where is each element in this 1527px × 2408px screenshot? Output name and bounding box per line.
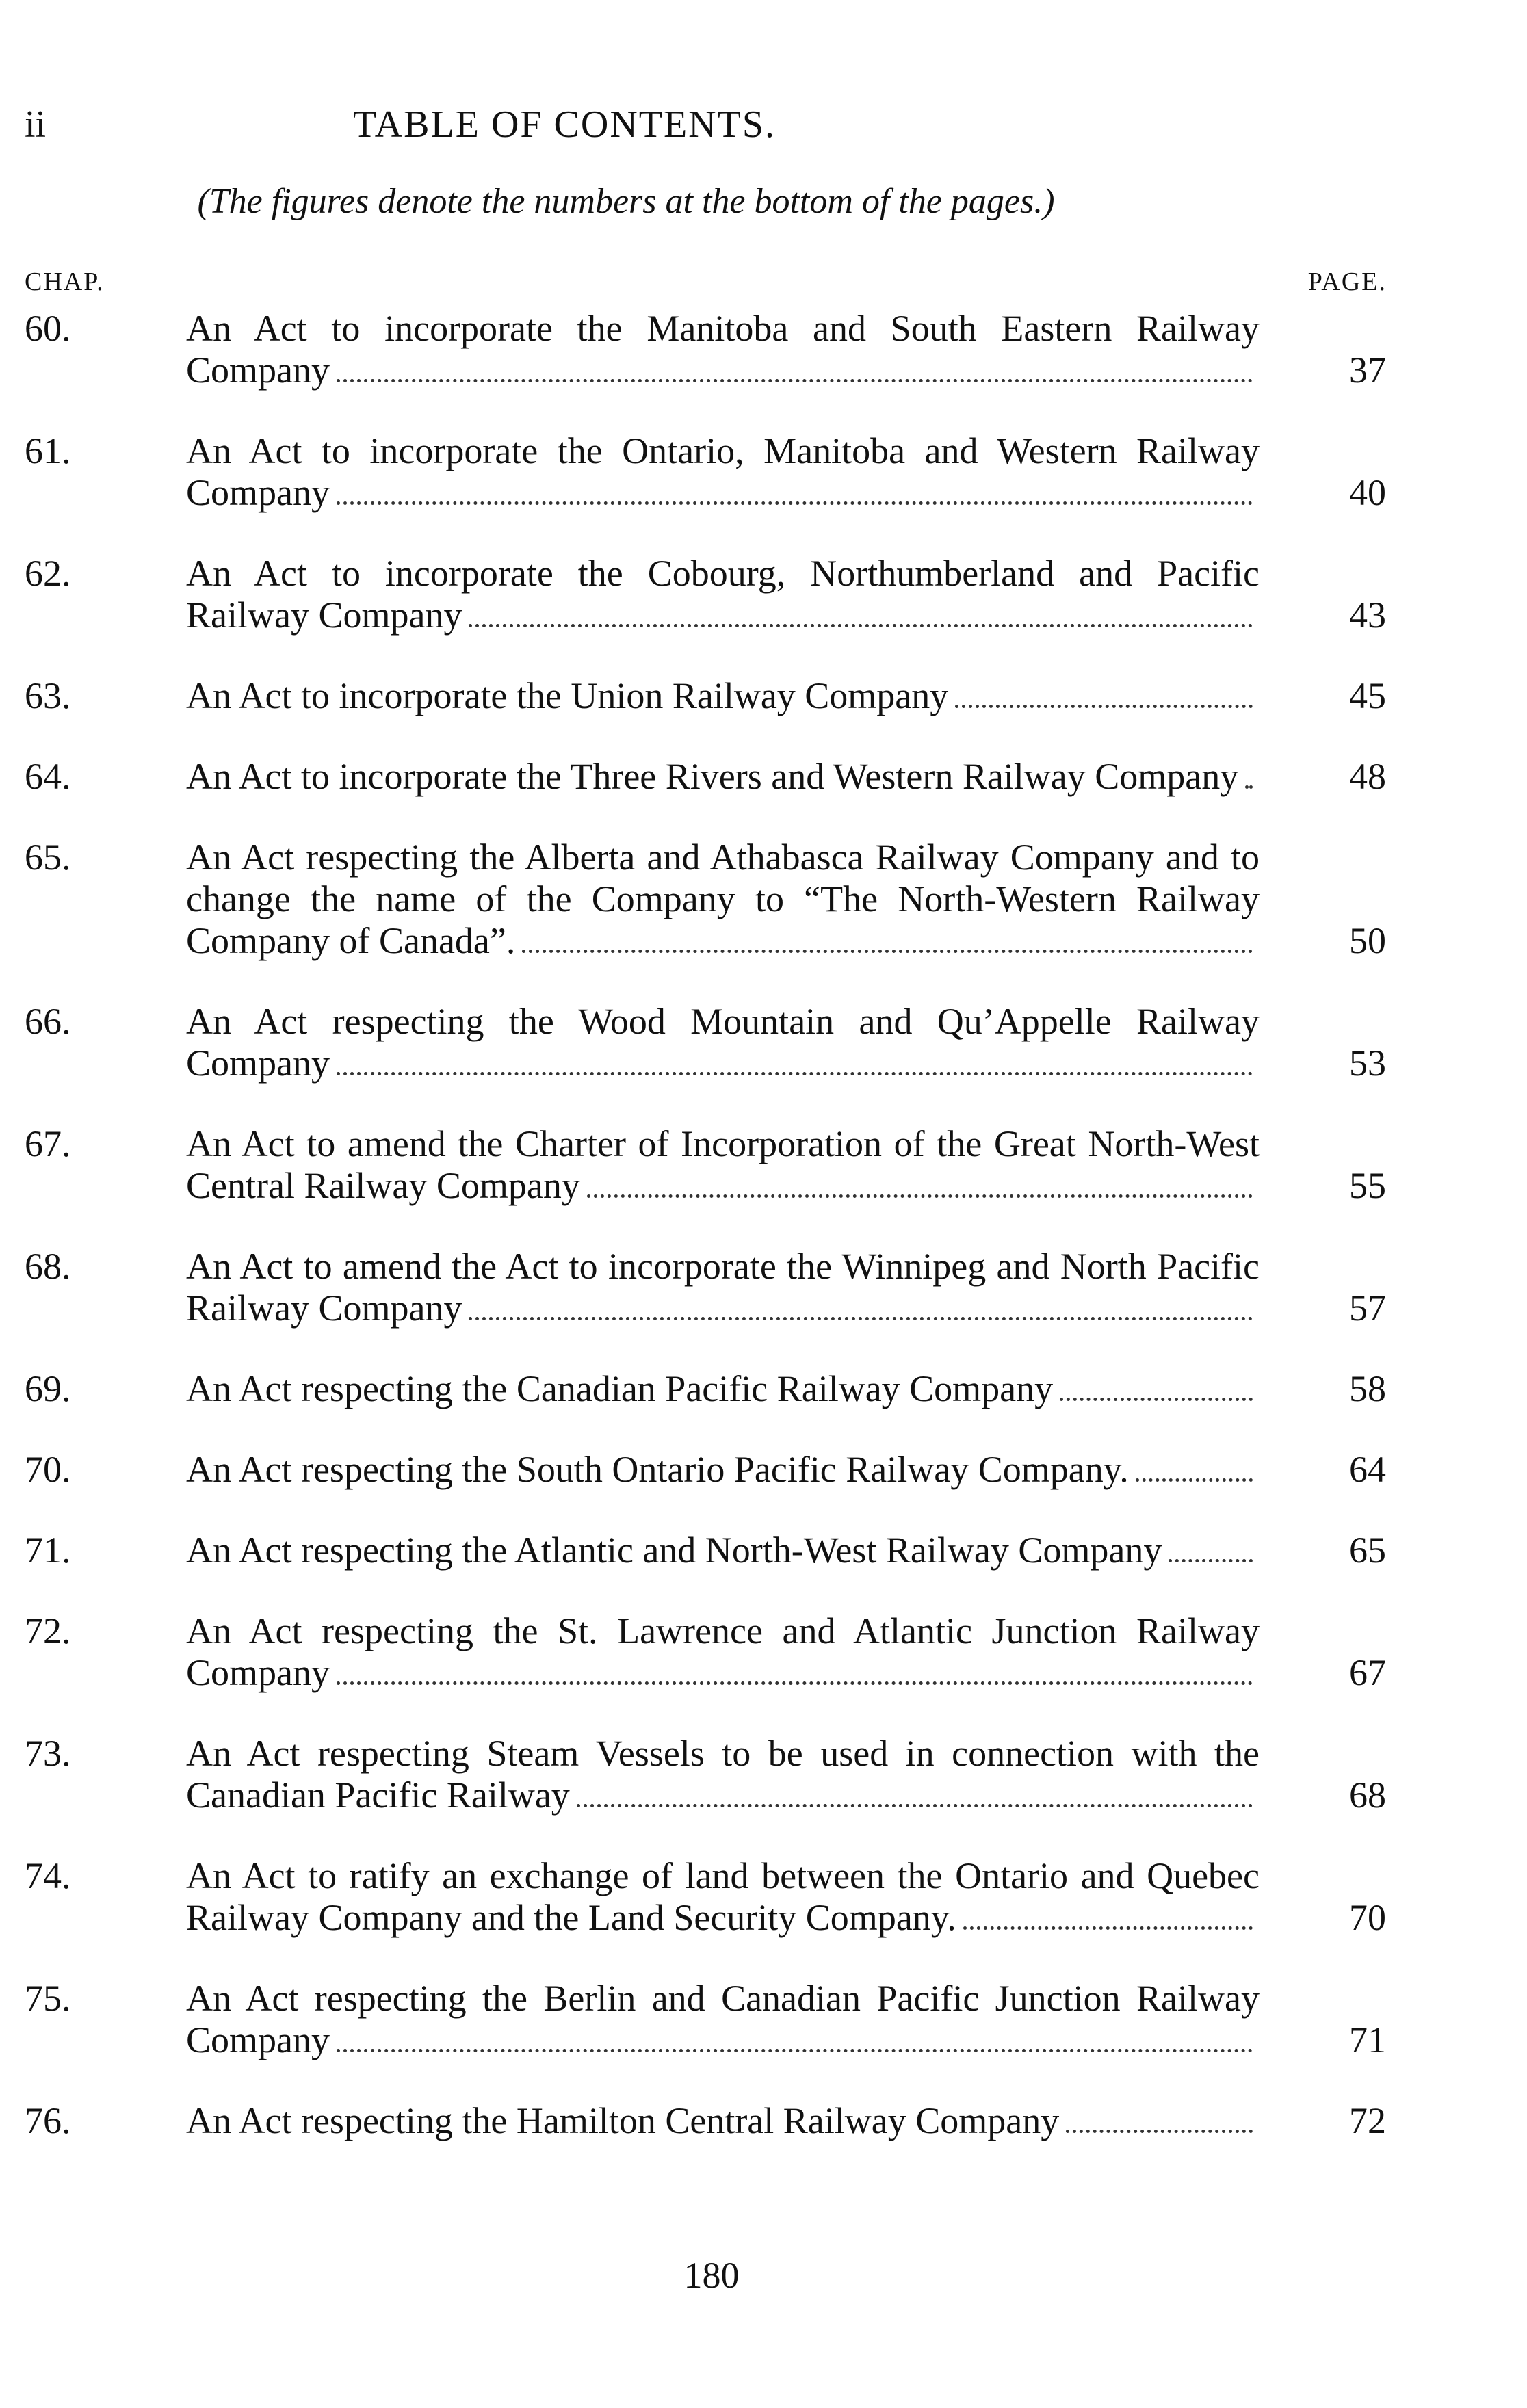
page-number: 43 (1349, 594, 1386, 636)
entry-title-text: An Act to incorporate the Cobourg, Northumberland and Pacific Railway Company (186, 553, 1260, 636)
page-number: 53 (1349, 1043, 1386, 1084)
page-number: 72 (1349, 2100, 1386, 2141)
toc-entry (25, 1978, 1386, 2061)
page-folio: 180 (683, 2255, 740, 2296)
page-number: 50 (1349, 920, 1386, 961)
dot-leader (337, 1072, 1253, 1075)
chapter-number: 61. (25, 430, 71, 471)
dot-leader (1245, 785, 1253, 789)
entry-title-text: An Act to amend the Act to incorporate the Winnipeg and North Pacific Railway Company (186, 1246, 1260, 1329)
dot-leader (1066, 2130, 1253, 2133)
entry-title (186, 675, 1260, 717)
page-number: 65 (1349, 1530, 1386, 1571)
toc-entry (25, 430, 1386, 514)
page-number: 71 (1349, 2019, 1386, 2060)
page-number: 48 (1349, 756, 1386, 797)
chapter-number: 75. (25, 1978, 71, 2019)
entry-title-text: An Act respecting the Hamilton Central Railway Company (186, 2100, 1060, 2141)
dot-leader (1169, 1559, 1253, 1562)
dot-leader (955, 705, 1253, 708)
dot-leader (587, 1194, 1253, 1198)
chapter-number: 70. (25, 1449, 71, 1490)
toc-entry (25, 553, 1386, 636)
entry-title-text: An Act respecting the Alberta and Athabasca Railway Company and to change the name of the Company to “The North-Western Railway Company of Canada”. (186, 837, 1260, 961)
dot-leader (1060, 1398, 1253, 1401)
chapter-number: 64. (25, 756, 71, 797)
page-number: 58 (1349, 1368, 1386, 1409)
page-title: TABLE OF CONTENTS. (353, 103, 776, 146)
entry-title (186, 1530, 1260, 1571)
entry-title (186, 1368, 1260, 1410)
chapter-number: 74. (25, 1855, 71, 1896)
chapter-number: 62. (25, 553, 71, 594)
entry-title (186, 1001, 1260, 1084)
entry-title (186, 837, 1260, 962)
toc-entry (25, 1001, 1386, 1084)
dot-leader (577, 1804, 1253, 1807)
entry-title (186, 1123, 1260, 1207)
chapter-number: 63. (25, 675, 71, 716)
entry-title-text: An Act to incorporate the Union Railway Company (186, 675, 949, 716)
entry-title (186, 2100, 1260, 2142)
entry-title-text: An Act respecting the Berlin and Canadian Pacific Junction Railway Company (186, 1978, 1260, 2060)
toc-entries (25, 308, 1386, 2181)
toc-entry (25, 1855, 1386, 1939)
entry-title-text: An Act respecting the Atlantic and North-West Railway Company (186, 1530, 1162, 1571)
toc-entry (25, 837, 1386, 962)
dot-leader (469, 624, 1253, 627)
chapter-number: 65. (25, 837, 71, 878)
toc-entry (25, 756, 1386, 798)
dot-leader (337, 379, 1253, 382)
page-number: 40 (1349, 472, 1386, 513)
toc-entry (25, 1733, 1386, 1816)
page-number: 55 (1349, 1165, 1386, 1206)
page-number: 68 (1349, 1775, 1386, 1816)
entry-title-text: An Act to ratify an exchange of land between the Ontario and Quebec Railway Company and the Land Security Company. (186, 1855, 1260, 1938)
entry-title-text: An Act respecting the South Ontario Pacific Railway Company. (186, 1449, 1129, 1490)
page-number: 70 (1349, 1897, 1386, 1938)
entry-title-text: An Act to incorporate the Ontario, Manitoba and Western Railway Company (186, 430, 1260, 513)
chapter-number: 67. (25, 1123, 71, 1164)
page-number: 37 (1349, 350, 1386, 391)
dot-leader (522, 950, 1253, 953)
page-number: 67 (1349, 1652, 1386, 1693)
chapter-number: 66. (25, 1001, 71, 1042)
toc-entry (25, 1368, 1386, 1410)
entry-title (186, 553, 1260, 636)
dot-leader (337, 2049, 1253, 2052)
entry-title (186, 1978, 1260, 2061)
dot-leader (963, 1926, 1253, 1930)
toc-entry (25, 1449, 1386, 1491)
page-number: 64 (1349, 1449, 1386, 1490)
page-numeral: ii (25, 103, 47, 146)
chapter-number: 68. (25, 1246, 71, 1287)
toc-entry (25, 2100, 1386, 2142)
dot-leader (1136, 1478, 1253, 1482)
entry-title-text: An Act respecting Steam Vessels to be used in connection with the Canadian Pacific Railway (186, 1733, 1260, 1816)
entry-title-text: An Act respecting the Canadian Pacific Railway Company (186, 1368, 1054, 1409)
entry-title (186, 756, 1260, 798)
entry-title (186, 1733, 1260, 1816)
toc-entry (25, 308, 1386, 391)
entry-title-text: An Act to incorporate the Manitoba and South Eastern Railway Company (186, 308, 1260, 391)
chap-column-header: CHAP. (25, 267, 105, 296)
toc-entry (25, 1610, 1386, 1694)
entry-title (186, 308, 1260, 391)
entry-title-text: An Act to incorporate the Three Rivers and Western Railway Company (186, 756, 1239, 797)
toc-entry (25, 675, 1386, 717)
chapter-number: 60. (25, 308, 71, 349)
entry-title-text: An Act to amend the Charter of Incorporation of the Great North-West Central Railway Company (186, 1123, 1260, 1206)
toc-entry (25, 1246, 1386, 1329)
page-number: 45 (1349, 675, 1386, 716)
chapter-number: 73. (25, 1733, 71, 1774)
entry-title (186, 1610, 1260, 1694)
toc-entry (25, 1530, 1386, 1571)
chapter-number: 71. (25, 1530, 71, 1571)
toc-entry (25, 1123, 1386, 1207)
page-column-header: PAGE. (1307, 267, 1387, 296)
entry-title (186, 1246, 1260, 1329)
page-note: (The figures denote the numbers at the bottom of the pages.) (197, 182, 1055, 221)
chapter-number: 76. (25, 2100, 71, 2141)
chapter-number: 72. (25, 1610, 71, 1651)
entry-title (186, 430, 1260, 514)
dot-leader (469, 1317, 1253, 1320)
dot-leader (337, 501, 1253, 505)
dot-leader (337, 1681, 1253, 1685)
entry-title-text: An Act respecting the St. Lawrence and Atlantic Junction Railway Company (186, 1610, 1260, 1693)
entry-title (186, 1449, 1260, 1491)
page-number: 57 (1349, 1287, 1386, 1329)
chapter-number: 69. (25, 1368, 71, 1409)
entry-title-text: An Act respecting the Wood Mountain and Qu’Appelle Railway Company (186, 1001, 1260, 1084)
entry-title (186, 1855, 1260, 1939)
